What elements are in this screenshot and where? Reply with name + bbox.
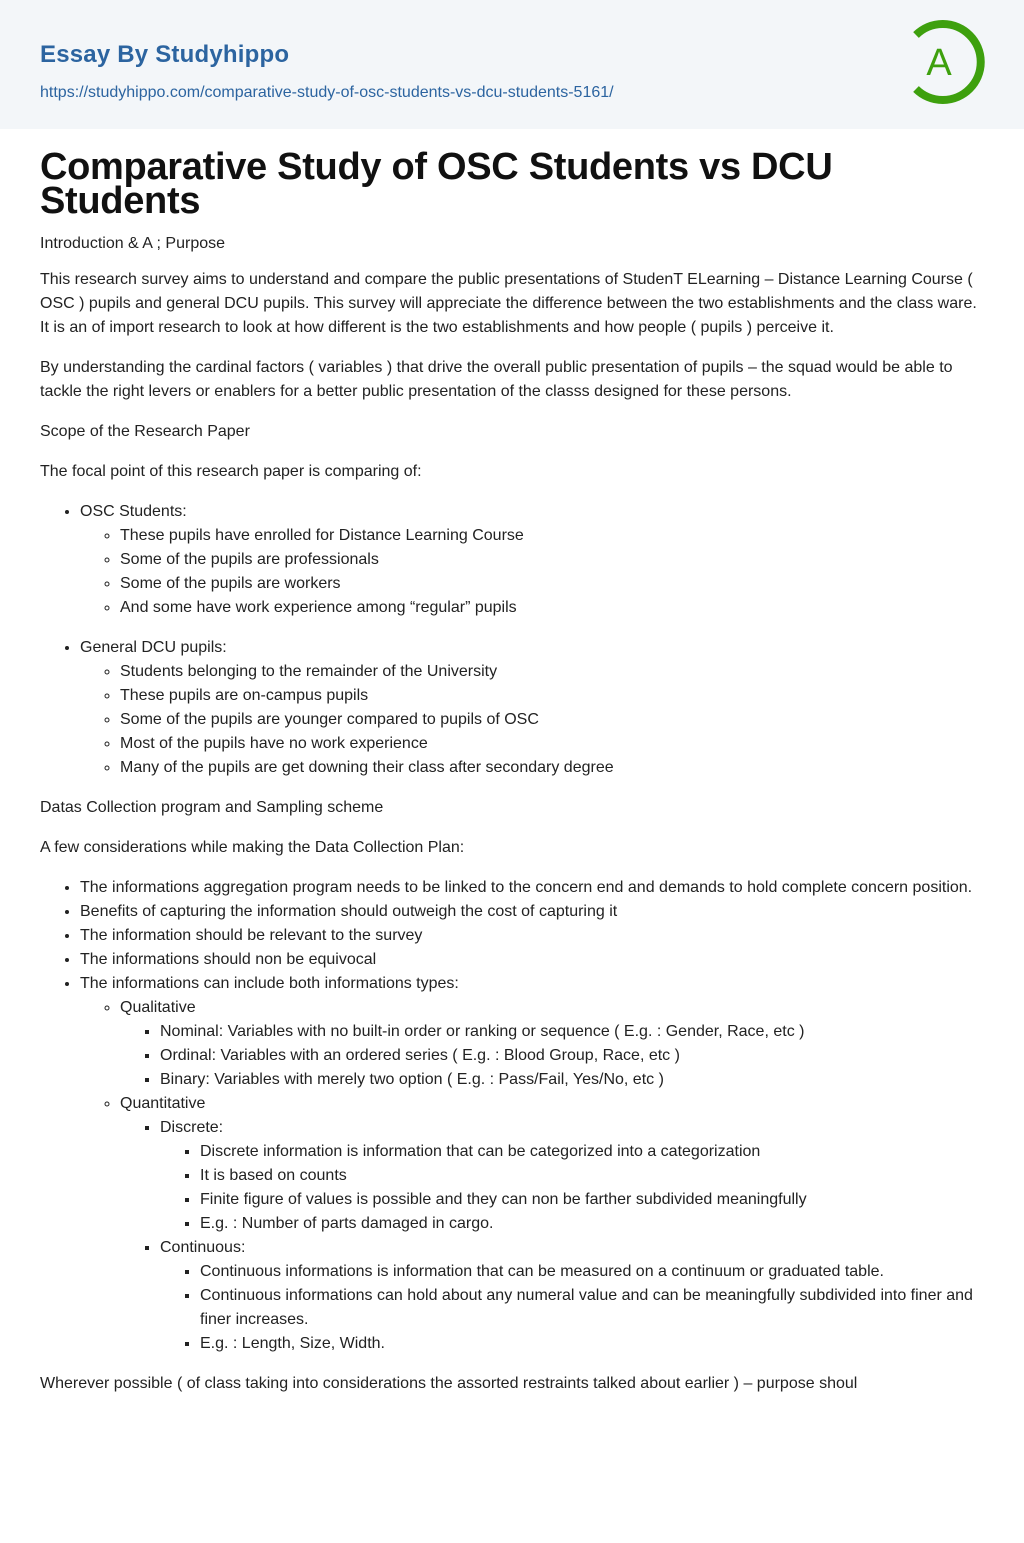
list-item-label: Continuous:: [160, 1239, 246, 1256]
list-item: ◦ And some have work experience among “regular” pupils: [120, 596, 984, 620]
continuous-sublist: [160, 1260, 984, 1356]
list-item-label: Discrete:: [160, 1119, 224, 1136]
list-item-label: The informations can include both informations types:: [80, 975, 459, 992]
list-item-data-types: [80, 972, 984, 1356]
essay-body: [40, 232, 984, 1396]
list-item: ▪ It is based on counts: [200, 1164, 984, 1188]
list-item: • The information should be relevant to the survey: [80, 924, 984, 948]
paragraph-closing: Wherever possible ( of class taking into considerations the assorted restraints talked about earlier ) – purpose shoul: [40, 1375, 858, 1392]
section-heading-scope: Scope of the Research Paper: [40, 423, 250, 440]
paragraph-intro-1: This research survey aims to understand and compare the public presentations of StudenT ELearning – Distance Learning Course ( OSC ) pupils and general DCU pupils. This survey will appreciate the difference between the two establishments and the class ware. It is an of import research to look at how different is the two establishments and how people ( pupils ) perceive it.: [40, 271, 977, 336]
qualitative-sublist: [120, 1020, 984, 1092]
list-item-label: Quantitative: [120, 1095, 206, 1112]
list-item-label: Qualitative: [120, 999, 196, 1016]
list-item: ◦ Most of the pupils have no work experience: [120, 732, 984, 756]
list-item: ▪ E.g. : Length, Size, Width.: [200, 1332, 984, 1356]
list-item: ◦ These pupils are on-campus pupils: [120, 684, 984, 708]
list-item: ▪ E.g. : Number of parts damaged in cargo.: [200, 1212, 984, 1236]
paragraph-scope: The focal point of this research paper is comparing of:: [40, 463, 422, 480]
list-item-discrete: [160, 1116, 984, 1236]
list-item-continuous: [160, 1236, 984, 1356]
paragraph-data-collection: A few considerations while making the Data Collection Plan:: [40, 839, 465, 856]
list-item: ▪ Continuous informations is information that can be measured on a continuum or graduated table.: [200, 1260, 984, 1284]
list-item: ▪ Ordinal: Variables with an ordered series ( E.g. : Blood Group, Race, etc ): [160, 1044, 984, 1068]
list-item: ◦ Some of the pupils are workers: [120, 572, 984, 596]
list-item-osc: [80, 500, 984, 636]
brand-title[interactable]: Essay By Studyhippo: [40, 41, 290, 68]
section-heading-data-collection: Datas Collection program and Sampling scheme: [40, 799, 384, 816]
list-item-dcu: [80, 636, 984, 780]
list-item-label: OSC Students:: [80, 503, 187, 520]
list-item: ▪ Continuous informations can hold about any numeral value and can be meaningfully subdivided into finer and finer increases.: [200, 1284, 984, 1332]
list-item: ◦ Students belonging to the remainder of the University: [120, 660, 984, 684]
list-item: ◦ Some of the pupils are professionals: [120, 548, 984, 572]
data-types-sublist: [80, 996, 984, 1356]
list-item: ◦ Some of the pupils are younger compared to pupils of OSC: [120, 708, 984, 732]
paragraph-intro-2: By understanding the cardinal factors ( variables ) that drive the overall public presentation of pupils – the squad would be able to tackle the right levers or enablers for a better public presentation of the classs designed for these persons.: [40, 359, 953, 400]
list-item: ◦ Many of the pupils are get downing their class after secondary degree: [120, 756, 984, 780]
list-item-quantitative: [120, 1092, 984, 1356]
logo-letter: A: [926, 42, 952, 84]
list-item-qualitative: [120, 996, 984, 1092]
list-item: ▪ Finite figure of values is possible and they can non be farther subdivided meaningfully: [200, 1188, 984, 1212]
quantitative-sublist: [120, 1116, 984, 1356]
section-heading-intro: Introduction & A ; Purpose: [40, 235, 226, 252]
considerations-list: [40, 876, 984, 1356]
list-item: ▪ Nominal: Variables with no built-in order or ranking or sequence ( E.g. : Gender, Race, etc ): [160, 1020, 984, 1044]
list-item-label: General DCU pupils:: [80, 639, 227, 656]
osc-sublist: [80, 524, 984, 620]
list-item: • Benefits of capturing the information should outweigh the cost of capturing it: [80, 900, 984, 924]
essay-url-link[interactable]: https://studyhippo.com/comparative-study-of-osc-students-vs-dcu-students-5161/: [40, 84, 614, 101]
list-item: • The informations should non be equivocal: [80, 948, 984, 972]
list-item: • The informations aggregation program needs to be linked to the concern end and demands to hold complete concern position.: [80, 876, 984, 900]
essay-title: Comparative Study of OSC Students vs DCU Students: [40, 146, 833, 222]
dcu-sublist: [80, 660, 984, 780]
list-item: ▪ Binary: Variables with merely two option ( E.g. : Pass/Fail, Yes/No, etc ): [160, 1068, 984, 1092]
comparison-list: [40, 500, 984, 780]
list-item: ▪ Discrete information is information that can be categorized into a categorization: [200, 1140, 984, 1164]
discrete-sublist: [160, 1140, 984, 1236]
list-item: ◦ These pupils have enrolled for Distance Learning Course: [120, 524, 984, 548]
